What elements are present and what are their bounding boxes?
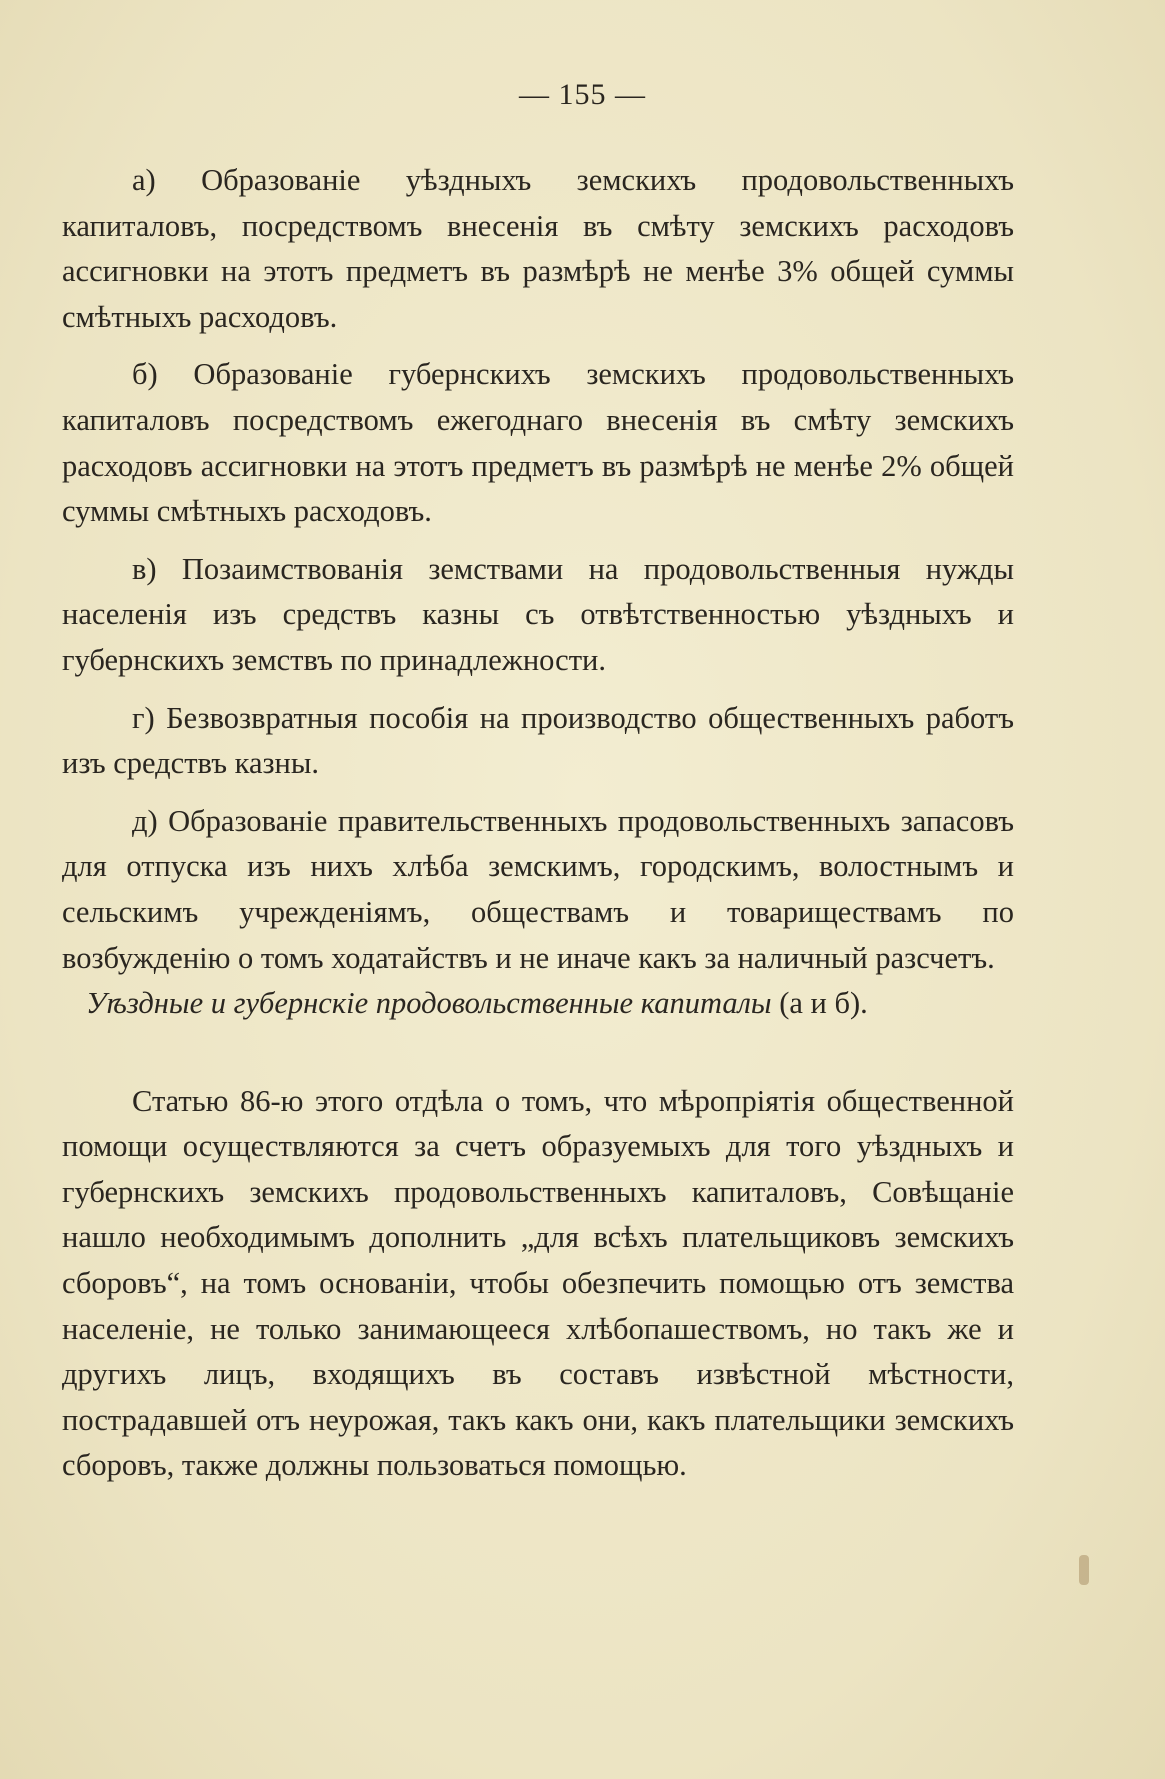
- page-body: [62, 158, 1014, 1489]
- paragraph-v: в) Позаимствованія земствами на продовольственныя нужды населенія изъ средствъ казны съ отвѣтственностью уѣздныхъ и губернскихъ земствъ по принадлежности.: [62, 551, 1014, 677]
- page-number: — 155 —: [519, 78, 646, 111]
- paragraph-b: б) Образованіе губернскихъ земскихъ продовольственныхъ капиталовъ посредствомъ ежегоднаго внесенія въ смѣту земскихъ расходовъ ассигновки на этотъ предметъ въ размѣрѣ не менѣе 2% общей суммы смѣтныхъ расходовъ.: [62, 357, 1014, 529]
- section-paragraph: Статью 86-ю этого отдѣла о томъ, что мѣропріятія общественной помощи осуществляются за счетъ образуемыхъ для того уѣздныхъ и губернскихъ земскихъ продовольственныхъ капиталовъ, Совѣщаніе нашло необходимымъ дополнить „для всѣхъ плательщиковъ земскихъ сборовъ“, на томъ основаніи, чтобы обезпечить помощью отъ земства населеніе, не только занимающееся хлѣбопашествомъ, но такъ же и другихъ лицъ, входящихъ въ составъ извѣстной мѣстности, пострадавшей отъ неурожая, такъ какъ они, какъ плательщики земскихъ сборовъ, также должны пользоваться помощью.: [62, 1083, 1014, 1483]
- paragraph-d: д) Образованіе правительственныхъ продовольственныхъ запасовъ для отпуска изъ нихъ хлѣба земскимъ, городскимъ, волостнымъ и сельскимъ учрежденіямъ, обществамъ и товариществамъ по возбужденію о томъ ходатайствъ и не иначе какъ за наличный разсчетъ.: [62, 803, 1014, 975]
- paragraph-a: а) Образованіе уѣздныхъ земскихъ продовольственныхъ капиталовъ, посредствомъ внесенія въ смѣту земскихъ расходовъ ассигновки на этотъ предметъ въ размѣрѣ не менѣе 3% общей суммы смѣтныхъ расходовъ.: [62, 163, 1014, 334]
- section-heading: [62, 981, 1014, 1027]
- paper-stain: [1079, 1555, 1089, 1585]
- paragraph-g: г) Безвозвратныя пособія на производство общественныхъ работъ изъ средствъ казны.: [62, 700, 1014, 781]
- section-heading-italic: Уѣздные и губернскіе продовольственные капиталы: [86, 986, 772, 1021]
- section-heading-suffix: (а и б).: [771, 986, 868, 1021]
